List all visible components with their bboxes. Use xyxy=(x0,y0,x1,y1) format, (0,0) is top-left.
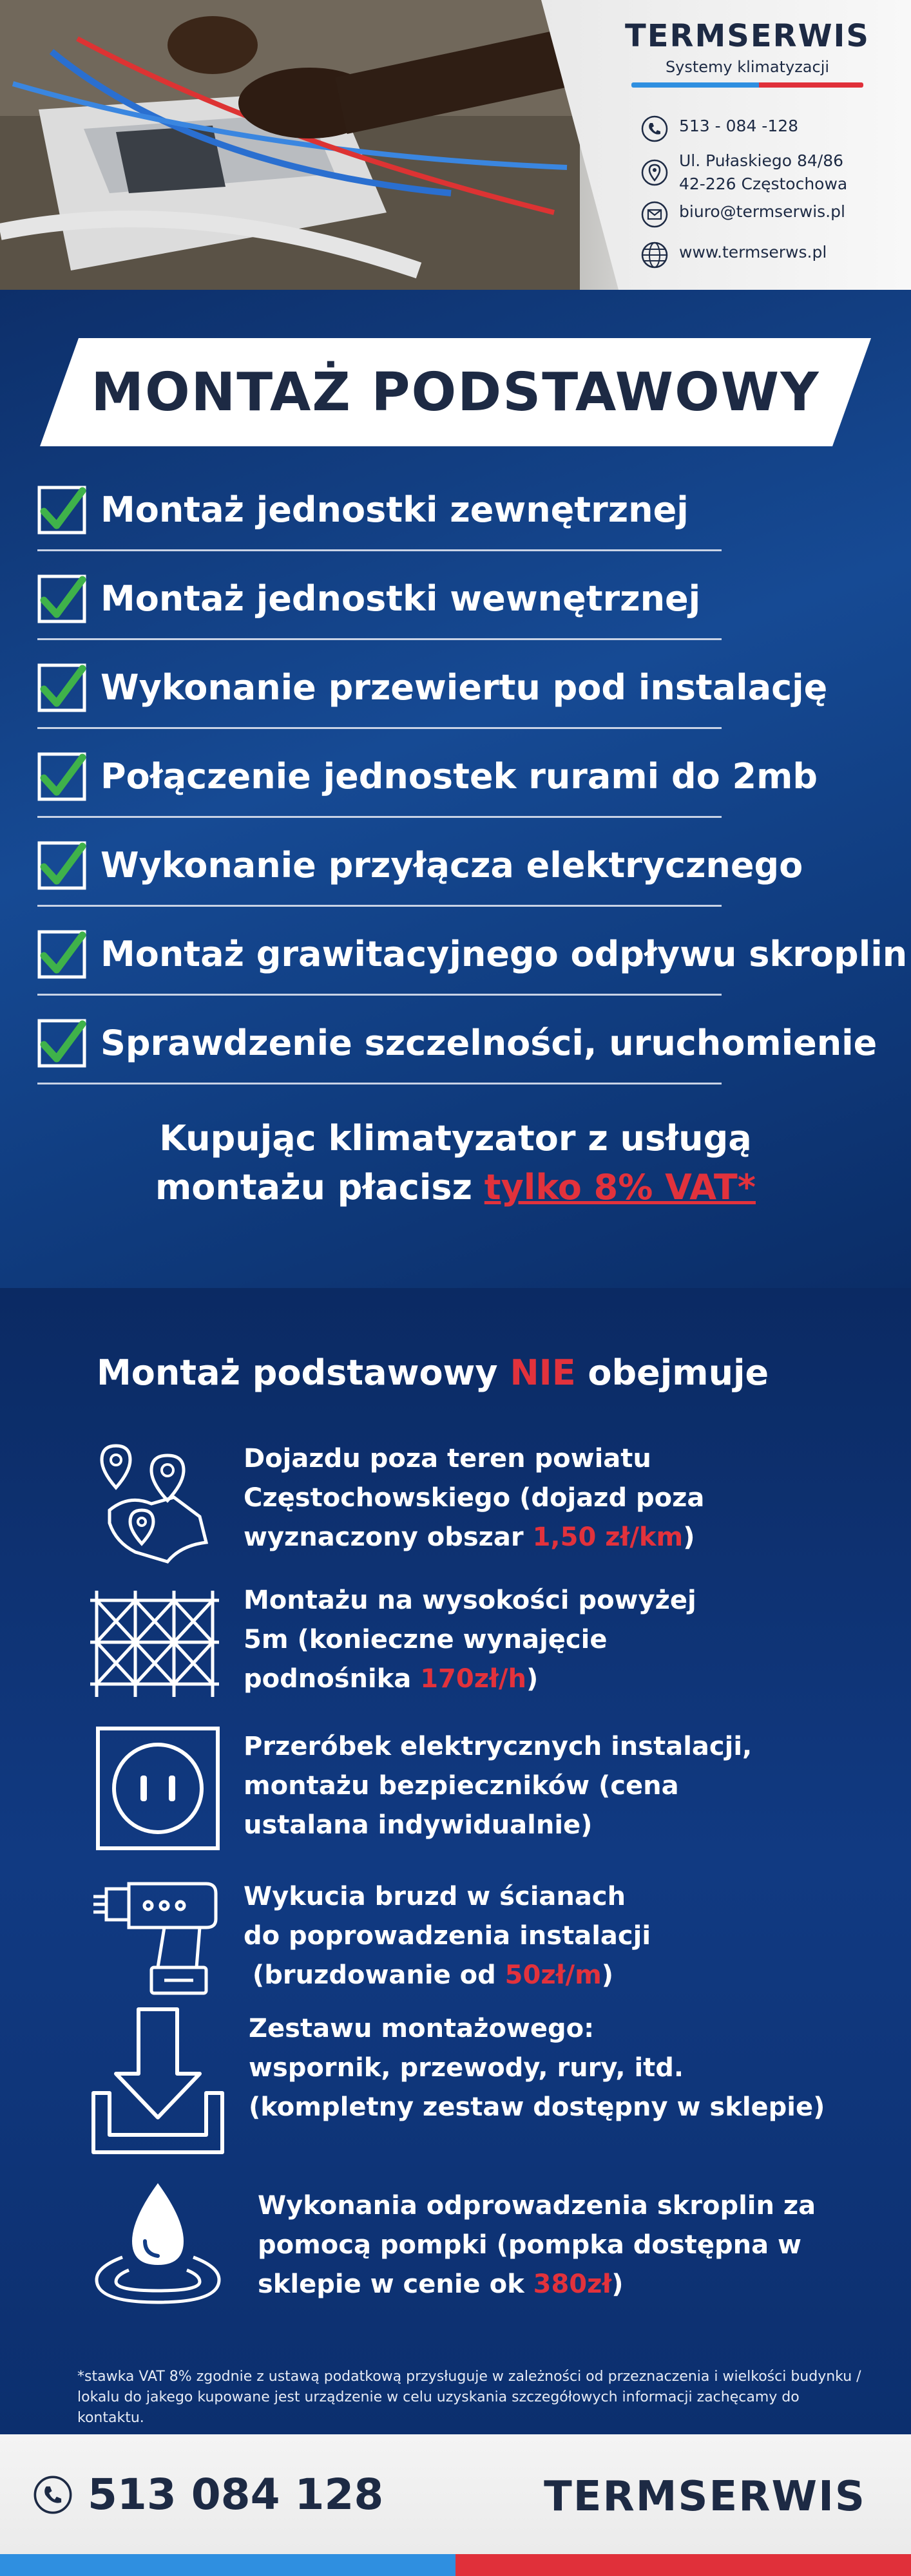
vat-line-2-text: montażu płacisz xyxy=(155,1167,484,1208)
vat-highlight: tylko 8% VAT* xyxy=(484,1167,756,1208)
exclusions-title-suffix: obejmuje xyxy=(575,1352,769,1393)
checkmark-icon xyxy=(37,841,86,890)
divider xyxy=(37,727,722,729)
drill-icon xyxy=(90,1871,225,2006)
footer xyxy=(0,2434,911,2576)
footer-phone-number: 513 084 128 xyxy=(88,2470,384,2519)
list-item xyxy=(37,477,868,565)
exclusions-title-prefix: Montaż podstawowy xyxy=(97,1352,510,1393)
exclusion-text-body: Wykonania odprowadzenia skroplin za pomocą pompki (pompka dostępna w sklepie w cenie ok xyxy=(258,2191,816,2299)
exclusion-text xyxy=(244,1581,696,1699)
exclusion-text xyxy=(244,1727,752,1845)
list-item-label: Montaż jednostki zewnętrznej xyxy=(101,489,689,530)
divider xyxy=(37,638,722,640)
exclusion-price: 380zł xyxy=(533,2269,612,2299)
list-item xyxy=(37,832,868,921)
exclusion-text xyxy=(244,1877,651,1995)
checkmark-icon xyxy=(37,574,86,623)
list-item-label: Wykonanie przewiertu pod instalację xyxy=(101,667,828,708)
checkmark-icon xyxy=(37,930,86,979)
contact-phone[interactable] xyxy=(640,115,798,143)
address-line-2: 42-226 Częstochowa xyxy=(679,175,848,193)
mail-icon xyxy=(640,200,669,229)
list-item-label: Montaż grawitacyjnego odpływu skroplin xyxy=(101,934,908,974)
phone-icon xyxy=(32,2474,73,2515)
checkmark-icon xyxy=(37,486,86,535)
included-checklist xyxy=(37,477,908,1099)
phone-icon xyxy=(640,115,669,143)
scaffolding-icon xyxy=(90,1575,225,1710)
exclusion-text-suffix: ) xyxy=(526,1664,539,1694)
exclusions-title xyxy=(97,1352,769,1393)
checkmark-icon xyxy=(37,1019,86,1068)
list-item xyxy=(37,654,868,743)
phone-text: 513 - 084 -128 xyxy=(679,117,799,135)
water-drop-icon xyxy=(90,2180,225,2315)
email-text: biuro@termserwis.pl xyxy=(679,202,845,221)
exclusion-price: 50zł/m xyxy=(504,1960,602,1990)
exclusion-text xyxy=(249,2009,825,2127)
divider xyxy=(37,1083,722,1084)
list-item xyxy=(37,743,868,832)
vat-footnote: *stawka VAT 8% zgodnie z ustawą podatkową przysługuje w zależności od przeznaczenia i wielkości budynku / lokalu do jakego kupowane jest urządzenie w celu uzyskania szczegółowych informacji zachęcamy do kontaktu. xyxy=(77,2369,861,2426)
brand-underline xyxy=(631,82,863,88)
exclusion-text xyxy=(244,1439,704,1557)
list-item-label: Montaż jednostki wewnętrznej xyxy=(101,578,701,619)
exclusion-text-body: Wykucia bruzd w ścianach do poprowadzenia instalacji (bruzdowanie od xyxy=(244,1882,651,1990)
divider xyxy=(37,816,722,818)
exclusions-title-highlight: NIE xyxy=(510,1352,576,1393)
exclusion-price: 1,50 zł/km xyxy=(532,1522,684,1552)
exclusion-text-body: Dojazdu poza teren powiatu Częstochowskiego (dojazd poza wyznaczony obszar xyxy=(244,1444,705,1552)
contact-website[interactable] xyxy=(640,241,827,269)
address-text xyxy=(679,149,847,196)
list-item-label: Wykonanie przyłącza elektrycznego xyxy=(101,845,803,886)
exclusion-text-suffix: ) xyxy=(683,1522,695,1552)
footer-phone[interactable] xyxy=(32,2470,383,2519)
footer-brand: TERMSERWIS xyxy=(544,2473,866,2521)
title-banner-text: MONTAŻ PODSTAWOWY xyxy=(91,361,820,423)
exclusion-text-body: Przeróbek elektrycznych instalacji, montażu bezpieczników (cena ustalana indywidualnie) xyxy=(244,1732,753,1840)
download-tray-icon xyxy=(90,2003,225,2157)
brand-block xyxy=(593,18,902,88)
vat-line-1: Kupując klimatyzator z usługą xyxy=(159,1118,752,1159)
map-pins-icon xyxy=(90,1433,225,1568)
exclusion-text-body: Zestawu montażowego: wspornik, przewody, rury, itd. (kompletny zestaw dostępny w sklepie) xyxy=(249,2014,825,2122)
footer-color-bar xyxy=(0,2554,911,2576)
brand-subtitle: Systemy klimatyzacji xyxy=(665,58,830,76)
checkmark-icon xyxy=(37,752,86,801)
list-item xyxy=(37,565,868,654)
vat-promo xyxy=(0,1114,911,1212)
divider xyxy=(37,905,722,907)
main-section xyxy=(0,290,911,1288)
exclusion-text-suffix: ) xyxy=(601,1960,614,1990)
checkmark-icon xyxy=(37,663,86,712)
brand-name: TERMSERWIS xyxy=(625,18,870,54)
exclusion-text-suffix: ) xyxy=(611,2269,624,2299)
globe-icon xyxy=(640,241,669,269)
contact-email[interactable] xyxy=(640,200,845,229)
header xyxy=(0,0,911,290)
vat-line-2 xyxy=(0,1163,911,1212)
exclusion-text-body: Montażu na wysokości powyżej 5m (konieczne wynajęcie podnośnika xyxy=(244,1586,696,1694)
divider xyxy=(37,994,722,996)
divider xyxy=(37,549,722,551)
list-item-label: Połączenie jednostek rurami do 2mb xyxy=(101,756,818,797)
website-text: www.termserws.pl xyxy=(679,243,827,261)
contact-address xyxy=(640,149,847,196)
list-item-label: Sprawdzenie szczelności, uruchomienie xyxy=(101,1023,877,1063)
location-pin-icon xyxy=(640,158,669,187)
exclusion-price: 170zł/h xyxy=(420,1664,526,1694)
address-line-1: Ul. Pułaskiego 84/86 xyxy=(679,151,844,170)
power-socket-icon xyxy=(90,1721,225,1856)
list-item xyxy=(37,1010,877,1099)
exclusions-section xyxy=(0,1288,911,2434)
exclusion-text xyxy=(258,2186,816,2304)
list-item xyxy=(37,921,908,1010)
